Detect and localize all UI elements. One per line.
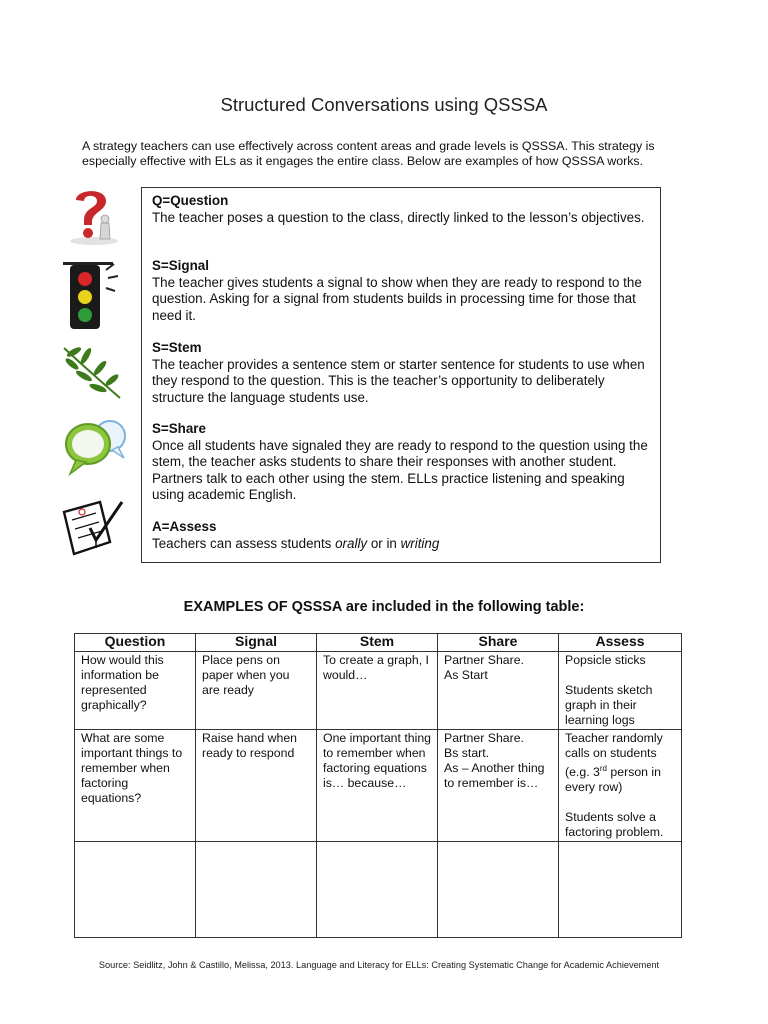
step-description: Once all students have signaled they are ready to respond to the question using the stem, the teacher asks students to share their responses with another student. Partners talk to each other using the stem. ELLs practice listening and speaking using academic English. — [152, 437, 648, 503]
traffic-light-icon — [60, 258, 124, 332]
step-description: The teacher provides a sentence stem or starter sentence for students to use when they respond to the question. This is the teacher’s opportunity to deliberately structure the language students use. — [152, 356, 645, 405]
step-heading: Q=Question — [152, 193, 229, 208]
table-header-row — [75, 634, 682, 652]
table-cell — [317, 842, 438, 938]
table-cell — [438, 842, 559, 938]
step-description: Teachers can assess students orally or in writing — [152, 535, 440, 551]
table-cell: Raise hand when ready to respond — [196, 730, 317, 842]
column-header-question: Question — [75, 634, 196, 652]
source-citation: Source: Seidlitz, John & Castillo, Melissa, 2013. Language and Literacy for ELLs: Creating Systematic Change for Academic Achievement — [98, 960, 660, 970]
table-row-empty — [75, 842, 682, 938]
table-row — [75, 652, 682, 730]
step-description: The teacher poses a question to the class, directly linked to the lesson’s objectives. — [152, 209, 645, 225]
table-caption: EXAMPLES OF QSSSA are included in the following table: — [183, 599, 585, 615]
qsssa-steps-box — [141, 187, 661, 563]
step-share — [152, 421, 657, 504]
step-heading: A=Assess — [152, 519, 217, 534]
page-title: Structured Conversations using QSSSA — [220, 94, 548, 115]
step-assess — [152, 519, 657, 552]
table-cell — [196, 842, 317, 938]
table-row — [75, 730, 682, 842]
intro-paragraph: A strategy teachers can use effectively across content areas and grade levels is QSSSA. This strategy is especially effective with ELs as it engages the entire class. Below are examples of how QSSSA works. — [82, 139, 655, 168]
table-cell: How would this information be represented graphically? — [75, 652, 196, 730]
table-cell: One important thing to remember when factoring equations is… because… — [317, 730, 438, 842]
table-cell: Popsicle sticks Students sketch graph in their learning logs — [559, 652, 682, 730]
checklist-icon — [60, 498, 126, 560]
table-cell: Partner Share. As Start — [438, 652, 559, 730]
step-stem — [152, 340, 657, 406]
table-cell: Teacher randomly calls on students (e.g. 3rd person in every row) Students solve a factoring problem. — [559, 730, 682, 842]
speech-bubbles-icon — [62, 416, 128, 480]
step-description: The teacher gives students a signal to show when they are ready to respond to the question. Asking for a signal from students builds in processing time for those that need it. — [152, 274, 642, 323]
examples-table — [74, 633, 682, 938]
step-heading: S=Share — [152, 421, 206, 436]
step-signal — [152, 258, 657, 324]
column-header-assess: Assess — [559, 634, 682, 652]
column-header-signal: Signal — [196, 634, 317, 652]
column-header-share: Share — [438, 634, 559, 652]
table-cell: Partner Share. Bs start. As – Another thing to remember is… — [438, 730, 559, 842]
table-cell — [75, 842, 196, 938]
column-header-stem: Stem — [317, 634, 438, 652]
question-mark-icon — [62, 186, 124, 246]
leaf-branch-icon — [60, 342, 124, 404]
step-question — [152, 193, 657, 226]
step-heading: S=Signal — [152, 258, 209, 273]
table-cell: What are some important things to remember when factoring equations? — [75, 730, 196, 842]
step-heading: S=Stem — [152, 340, 202, 355]
table-cell — [559, 842, 682, 938]
table-cell: Place pens on paper when you are ready — [196, 652, 317, 730]
table-cell: To create a graph, I would… — [317, 652, 438, 730]
